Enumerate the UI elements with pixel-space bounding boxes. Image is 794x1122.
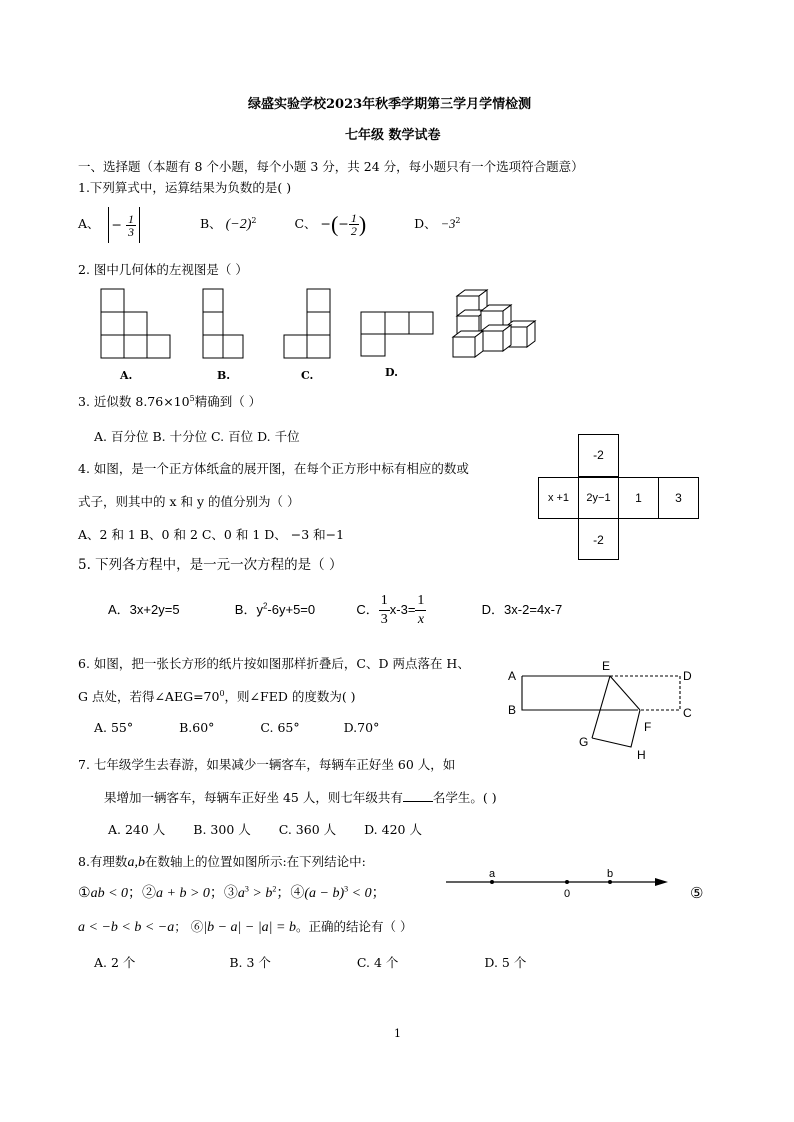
net-cell-right2: 3 xyxy=(658,477,699,519)
question-1-options: A、 − $\frac{1}{3}$ B、 $(-2)^2$ C、 −(− $\frac{1}{2}$ ) D、 $-3^2$ xyxy=(78,206,460,242)
question-6-options xyxy=(94,720,379,735)
option-c-label: C． xyxy=(356,602,379,617)
option-c-label: C. xyxy=(301,369,314,382)
c3-exp: 3 xyxy=(244,884,249,894)
axis-label-zero: 0 xyxy=(564,888,571,900)
option-a-label: A. xyxy=(120,369,133,382)
question-4-line2: 式子，则其中的 x 和 y 的值分别为（ ） xyxy=(78,494,300,509)
option-a: A. 55° xyxy=(94,720,134,735)
c5-number: ⑤ xyxy=(690,884,704,902)
exam-title: 绿盛实验学校2023年秋季学期第三学月学情检测 xyxy=(248,97,532,112)
question-8-stem xyxy=(78,852,366,871)
q6-line2-exp: 0 xyxy=(219,688,225,698)
question-8-conclusions-2 xyxy=(78,917,412,936)
option-b-expr: (−2) xyxy=(225,217,252,232)
minus-sign: − xyxy=(111,216,122,232)
option-b-post: -6y+5=0 xyxy=(267,602,316,617)
option-b-exp: 2 xyxy=(251,215,257,225)
option-c: C. 65° xyxy=(260,720,300,735)
question-6-line1: 6. 如图，把一张长方形的纸片按如图那样折叠后，C、D 两点落在 H、 xyxy=(78,656,470,671)
c4-end: ； xyxy=(371,886,386,901)
axis-label-a: a xyxy=(489,868,496,880)
q6-line2-post: ，则∠FED 的度数为( ) xyxy=(224,689,356,704)
question-2-figure xyxy=(95,285,555,385)
q8-stem-tail: 在数轴上的位置如图所示:在下列结论中: xyxy=(144,854,366,869)
denominator: 2 xyxy=(350,224,357,238)
question-7-options xyxy=(108,820,422,838)
page-number: 1 xyxy=(394,1027,401,1040)
option-d-label: D. xyxy=(385,366,398,379)
option-b-label: B. xyxy=(217,369,231,382)
option-c: C. 360 人 xyxy=(278,822,337,837)
question-1-stem: 1.下列算式中，运算结果为负数的是( ) xyxy=(78,180,292,195)
q3-stem-tail: 精确到（ ） xyxy=(194,394,262,409)
question-4-options: A、2 和 1 B、0 和 2 C、0 和 1 D、 −3 和−1 xyxy=(78,527,345,542)
c4-num: ；④ xyxy=(276,886,305,901)
option-a-label: A、 xyxy=(78,216,100,231)
number-line xyxy=(440,866,675,900)
question-8-conclusions-1 xyxy=(78,882,386,902)
denominator: 3 xyxy=(127,224,134,239)
net-cell-left: x +1 xyxy=(538,477,579,519)
option-c-mid: x-3= xyxy=(389,602,416,617)
question-3-stem xyxy=(78,392,261,410)
fraction xyxy=(126,213,136,238)
option-b: B. 300 人 xyxy=(193,822,251,837)
c2-num: ；② xyxy=(128,886,157,901)
q3-exponent: 5 xyxy=(189,393,195,403)
c1-math: ab < 0 xyxy=(90,886,129,901)
c1-num: ① xyxy=(78,886,91,901)
c3-math-b: > b xyxy=(248,886,273,901)
option-d-label: D、 xyxy=(414,216,437,231)
c6-num: ； ⑥ xyxy=(174,919,204,934)
label-H: H xyxy=(637,748,646,762)
option-d: D．3x-2=4x-7 xyxy=(481,602,563,617)
option-d-exp: 2 xyxy=(455,215,461,225)
c4-math2: < 0 xyxy=(348,886,372,901)
option-d: D. 5 个 xyxy=(484,955,527,970)
q7-line2-pre: 果增加一辆客车，每辆车正好坐 45 人，则七年级共有 xyxy=(104,790,403,805)
net-cell-right1: 1 xyxy=(618,477,659,519)
net-cell-bottom: -2 xyxy=(578,518,619,560)
c4-math: (a − b) xyxy=(304,886,345,901)
c6-math: |b − a| − |a| = b xyxy=(203,920,296,935)
option-b-pre: B．y xyxy=(234,602,263,617)
question-7-line1: 7. 七年级学生去春游，如果减少一辆客车，每辆车正好坐 60 人，如 xyxy=(78,757,456,772)
q7-line2-post: 名学生。( ) xyxy=(432,790,497,805)
q6-line2-pre: G 点处，若得∠AEG=70 xyxy=(78,689,220,704)
c3-math-a: a xyxy=(237,886,245,901)
label-G: G xyxy=(579,735,589,749)
numerator: 1 xyxy=(127,211,134,226)
question-5-stem: 5. 下列各方程中，是一元一次方程的是（ ） xyxy=(78,557,343,573)
question-4-line1: 4. 如图，是一个正方体纸盒的展开图，在每个正方形中标有相应的数或 xyxy=(78,461,469,476)
fraction xyxy=(415,592,426,629)
option-b: B.60° xyxy=(179,720,215,735)
label-E: E xyxy=(602,659,611,673)
label-A: A xyxy=(508,669,517,683)
abs-value-expr xyxy=(108,207,140,243)
option-b-label: B、 xyxy=(199,216,222,231)
label-D: D xyxy=(683,669,692,683)
net-cell-top: -2 xyxy=(578,434,619,477)
option-a: A. 2 个 xyxy=(94,955,136,970)
numerator: 1 xyxy=(350,211,357,225)
label-C: C xyxy=(683,706,692,720)
option-a: A. 240 人 xyxy=(108,822,166,837)
numerator: 1 xyxy=(417,593,425,609)
question-8-options xyxy=(94,953,526,971)
question-5-options xyxy=(108,590,562,630)
option-c: C. 4 个 xyxy=(356,955,399,970)
question-6-line2 xyxy=(78,687,356,705)
c2-math: a + b > 0 xyxy=(156,886,210,901)
option-b-exp: 2 xyxy=(262,601,268,611)
option-c-sign: − xyxy=(320,216,332,231)
option-d: D.70° xyxy=(343,720,380,735)
question-7-line2 xyxy=(104,788,497,806)
c3-exp2: 2 xyxy=(272,884,277,894)
fraction xyxy=(379,592,390,629)
fraction xyxy=(349,212,359,237)
answer-blank xyxy=(403,801,433,802)
numerator: 1 xyxy=(380,593,388,609)
option-c-label: C、 xyxy=(294,216,317,231)
c5-math: a < −b < b < −a xyxy=(78,920,175,935)
option-d-expr: −3 xyxy=(440,217,456,231)
exam-subtitle: 七年级 数学试卷 xyxy=(345,128,441,143)
q8-vars: a,b xyxy=(127,855,145,870)
label-F: F xyxy=(644,720,652,734)
option-b: B. 3 个 xyxy=(229,955,271,970)
section-heading: 一、选择题（本题有 8 个小题，每个小题 3 分，共 24 分，每小题只有一个选项符合题意） xyxy=(78,159,584,174)
c3-num: ；③ xyxy=(209,886,238,901)
q3-stem-text: 3. 近似数 8.76×10 xyxy=(78,394,190,409)
question-2-stem: 2. 图中几何体的左视图是（ ） xyxy=(78,262,248,277)
axis-label-b: b xyxy=(607,868,614,880)
option-a: A．3x+2y=5 xyxy=(108,602,180,617)
question-3-options: A. 百分位 B. 十分位 C. 百位 D. 千位 xyxy=(94,429,300,444)
denominator: x xyxy=(415,610,426,629)
net-cell-mid: 2y−1 xyxy=(578,477,619,519)
label-B: B xyxy=(508,703,517,717)
denominator: 3 xyxy=(380,612,388,628)
q8-tail: 。正确的结论有（ ） xyxy=(295,919,413,934)
q8-stem: 8.有理数 xyxy=(78,854,128,869)
c4-exp: 3 xyxy=(344,884,349,894)
folding-figure xyxy=(500,655,700,765)
option-d: D. 420 人 xyxy=(364,822,422,837)
option-c-inner-sign: − xyxy=(338,216,349,231)
